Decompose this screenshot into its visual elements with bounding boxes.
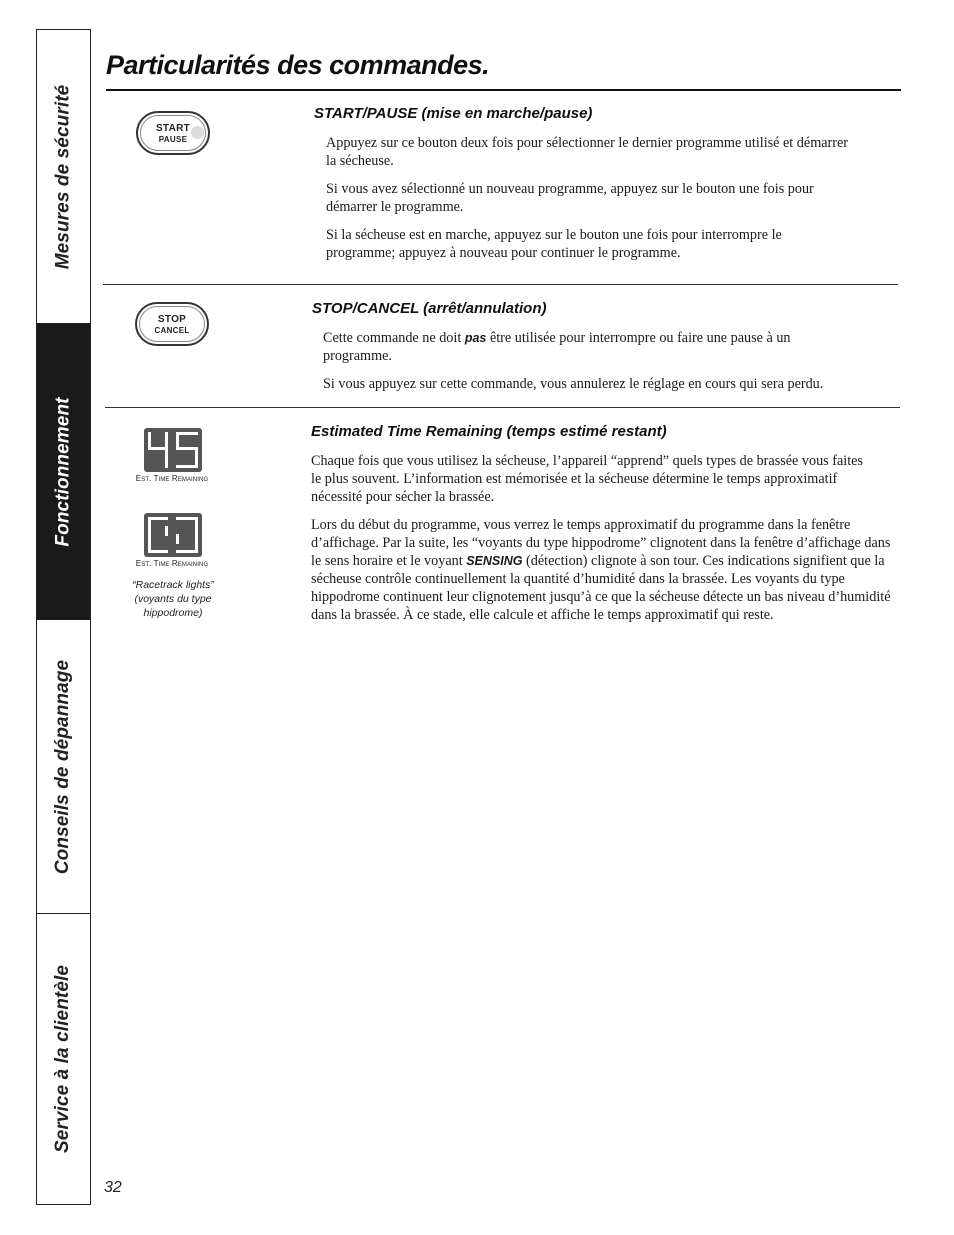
- section-divider: [103, 284, 898, 285]
- segment: [176, 432, 198, 435]
- display-caption: Est. Time Remaining: [135, 474, 209, 483]
- stop-cancel-heading: STOP/CANCEL (arrêt/annulation): [312, 300, 547, 317]
- text-fragment: (détection) clignote à son tour. Ces indications signifient que la sécheuse contrôle continuellement la quantité d’humidité dans la brassée. Les voyants du type hippodrome continuent leur clignotement jusqu’à ce que la sécheuse détecte un bas niveau d’humidité dans la brassée. À ce stade, elle calcule et affiche le temps approximatif qui reste.: [311, 553, 891, 623]
- segment: [176, 534, 179, 544]
- tab-mesures-de-securite[interactable]: [37, 30, 90, 323]
- indicator-light-icon: [191, 126, 204, 139]
- stop-cancel-button[interactable]: [135, 302, 209, 346]
- stop-cancel-section: [312, 300, 897, 403]
- digit-display-45: [144, 428, 202, 472]
- segment: [165, 432, 168, 468]
- page-number: 32: [104, 1179, 122, 1196]
- estimated-time-heading: Estimated Time Remaining (temps estimé restant): [311, 423, 667, 440]
- segment: [176, 465, 198, 468]
- segment: [195, 447, 198, 468]
- segment: [148, 517, 151, 553]
- stop-label: STOP: [157, 313, 187, 325]
- estimated-time-paragraph: Chaque fois que vous utilisez la sécheuse, l’appareil “apprend” quels types de brassée vous faites le plus souvent. L’information est mémorisée et la sécheuse détermine le temps approximatif nécessité pour sécher la brassée.: [311, 453, 863, 505]
- text-fragment: Lors du début du programme, vous verrez le temps approximatif du programme dans la fenêtre d’affichage. Par la suite, les “voyants du type hippodrome” clignotent dans la fenêtre d’affichage dans le sens horaire et le voyant: [311, 517, 891, 569]
- tab-conseils-de-depannage[interactable]: [37, 619, 90, 913]
- tab-label: Service à la clientèle: [52, 964, 74, 1153]
- start-pause-paragraph: Si vous avez sélectionné un nouveau programme, appuyez sur le bouton une fois pour démarrer le programme.: [326, 181, 814, 215]
- time-display: [144, 428, 202, 472]
- text-fragment: être utilisée pour interrompre ou faire une pause à un programme.: [323, 330, 791, 364]
- stop-cancel-paragraph: [323, 329, 843, 365]
- text-fragment: Cette commande ne doit: [323, 330, 465, 346]
- start-pause-heading: START/PAUSE (mise en marche/pause): [314, 105, 593, 122]
- start-pause-section: [314, 105, 854, 272]
- emphasis-sensing: SENSING: [466, 554, 523, 568]
- estimated-time-section: [311, 423, 896, 634]
- start-pause-paragraph: Si la sécheuse est en marche, appuyez sur le bouton une fois pour interrompre le programme; appuyez à nouveau pour continuer le programme.: [326, 227, 782, 261]
- section-tabs: [36, 29, 91, 1205]
- pause-label: PAUSE: [158, 134, 188, 144]
- tab-label: Fonctionnement: [52, 396, 74, 547]
- racetrack-display: [144, 513, 202, 557]
- racetrack-note: “Racetrack lights” (voyants du type hippodrome): [132, 579, 214, 619]
- page-title: Particularités des commandes.: [106, 50, 490, 80]
- cancel-label: CANCEL: [154, 325, 190, 335]
- segment: [176, 447, 198, 450]
- stop-cancel-paragraph: Si vous appuyez sur cette commande, vous annulerez le réglage en cours qui sera perdu.: [323, 376, 824, 392]
- start-pause-paragraph: Appuyez sur ce bouton deux fois pour sélectionner le dernier programme utilisé et démarrer la sécheuse.: [326, 135, 848, 169]
- title-divider: [106, 89, 901, 91]
- estimated-time-paragraph: [311, 516, 896, 624]
- section-divider: [105, 407, 900, 408]
- racetrack-display-caption: Est. Time Remaining: [135, 559, 209, 568]
- tab-service-a-la-clientele[interactable]: [37, 913, 90, 1203]
- tab-label: Mesures de sécurité: [52, 84, 74, 269]
- racetrack-lights-icon: [144, 513, 202, 557]
- segment: [176, 517, 198, 520]
- segment: [165, 526, 168, 536]
- segment: [148, 432, 151, 448]
- segment: [148, 550, 168, 553]
- emphasis-pas: pas: [464, 331, 487, 345]
- tab-fonctionnement[interactable]: [37, 323, 90, 619]
- segment: [195, 517, 198, 553]
- tab-label: Conseils de dépannage: [52, 659, 74, 874]
- start-pause-button[interactable]: [136, 111, 210, 155]
- segment: [176, 550, 198, 553]
- start-label: START: [155, 122, 191, 134]
